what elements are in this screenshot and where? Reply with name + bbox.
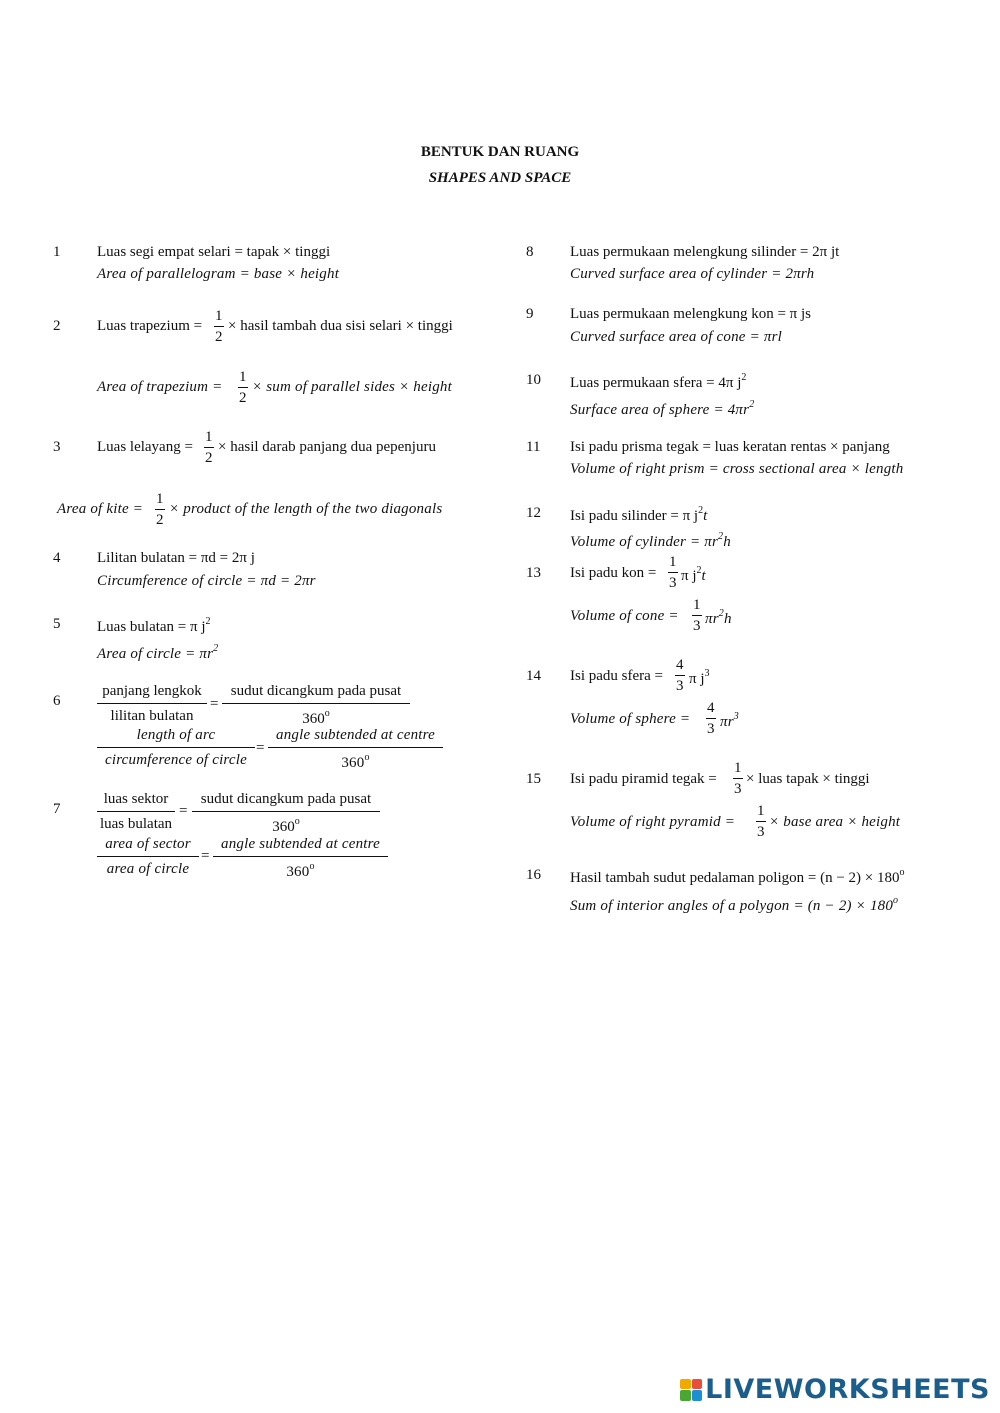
formula-english-text (570, 400, 754, 418)
formula-body: Isi padu silinder = π j (570, 508, 699, 524)
exponent: 2 (718, 608, 724, 619)
numerator: 1 (669, 554, 677, 570)
exponent: 3 (704, 668, 710, 679)
brand-name: LIVEWORKSHEETS (705, 1374, 990, 1405)
numerator: 1 (693, 597, 701, 613)
formula-malay-text: Luas permukaan melengkung kon = π js (570, 306, 811, 322)
formula-number: 14 (526, 668, 541, 684)
formula-english-text: Area of trapezium = (97, 379, 223, 395)
formula-number: 8 (526, 244, 534, 260)
denominator: 2 (204, 447, 214, 466)
page-title: BENTUK DAN RUANG (420, 144, 580, 160)
denominator: area of circle (97, 856, 199, 877)
formula-malay-text: Lilitan bulatan = πd = 2π j (97, 550, 255, 566)
formula-english-text (705, 609, 732, 627)
degree-sign: o (294, 816, 300, 827)
fraction (213, 837, 388, 880)
degree-value: 360 (286, 864, 310, 880)
denominator: 3 (733, 778, 743, 797)
degree-sign: o (893, 895, 899, 906)
fraction (214, 309, 224, 345)
formula-body: πr (720, 714, 734, 730)
formula-english-text: Curved surface area of cylinder = 2πrh (570, 266, 815, 282)
formula-number: 6 (53, 693, 61, 709)
formula-english-text (97, 644, 218, 662)
formula-tail: h (723, 534, 731, 550)
formula-tail: t (703, 508, 708, 524)
formula-body: Surface area of sphere = 4πr (570, 402, 750, 418)
denominator: 2 (238, 387, 248, 406)
numerator: sudut dicangkum pada pusat (200, 791, 372, 807)
formula-number: 5 (53, 616, 61, 632)
formula-english-text (720, 712, 739, 730)
fraction (238, 370, 248, 406)
formula-malay-text (689, 669, 710, 687)
fraction (268, 728, 443, 771)
degree-sign: o (899, 867, 905, 878)
exponent: 2 (749, 399, 755, 410)
numerator: 1 (239, 369, 247, 385)
logo-icon (680, 1379, 702, 1401)
exponent: 2 (205, 616, 211, 627)
formula-english-text: Volume of right pyramid = (570, 814, 736, 830)
fraction (706, 701, 716, 737)
equals-sign: = (256, 740, 265, 756)
denominator (222, 703, 410, 727)
formula-malay-text: × luas tapak × tinggi (746, 771, 870, 787)
numerator: angle subtended at centre (221, 836, 380, 852)
fraction (692, 598, 702, 634)
denominator: 3 (756, 821, 766, 840)
formula-malay-text (681, 566, 706, 584)
exponent: 2 (718, 531, 724, 542)
formula-english-text: Circumference of circle = πd = 2πr (97, 573, 316, 589)
numerator: panjang lengkok (102, 683, 202, 699)
fraction (204, 430, 214, 466)
formula-malay-text (570, 868, 905, 886)
numerator: 1 (205, 429, 213, 445)
formula-body: Volume of cylinder = πr (570, 534, 719, 550)
denominator: 3 (692, 615, 702, 634)
exponent: 2 (213, 643, 219, 654)
denominator (192, 811, 380, 835)
degree-value: 360 (302, 711, 325, 727)
formula-body: π j (689, 671, 705, 687)
formula-number: 11 (526, 439, 541, 455)
fraction (222, 684, 410, 727)
formula-malay-text: Luas lelayang = (97, 439, 193, 455)
formula-number: 3 (53, 439, 61, 455)
formula-number: 1 (53, 244, 61, 260)
numerator: 1 (757, 803, 765, 819)
formula-number: 13 (526, 565, 541, 581)
denominator: 2 (155, 509, 165, 528)
formula-malay-text (570, 373, 746, 391)
formula-number: 9 (526, 306, 534, 322)
degree-value: 360 (341, 755, 365, 771)
denominator (213, 856, 388, 880)
fraction (756, 804, 766, 840)
numerator: angle subtended at centre (276, 727, 435, 743)
formula-number: 7 (53, 801, 61, 817)
formula-number: 4 (53, 550, 61, 566)
degree-sign: o (364, 752, 370, 763)
formula-number: 10 (526, 372, 541, 388)
formula-malay-text: Luas trapezium = (97, 318, 203, 334)
formula-malay-text: Luas segi empat selari = tapak × tinggi (97, 244, 331, 260)
numerator: 4 (707, 700, 715, 716)
formula-number: 12 (526, 505, 541, 521)
fraction (668, 555, 678, 591)
formula-tail: t (701, 568, 706, 584)
formula-body: πr (705, 611, 719, 627)
formula-malay-text: Isi padu piramid tegak = (570, 771, 717, 787)
denominator: circumference of circle (97, 747, 255, 768)
numerator: 1 (215, 308, 223, 324)
liveworksheets-logo[interactable] (680, 1374, 990, 1405)
formula-body: Luas bulatan = π j (97, 619, 206, 635)
formula-english-text (570, 532, 731, 550)
denominator (268, 747, 443, 771)
formula-english-text: Volume of right prism = cross sectional area × length (570, 461, 904, 477)
numerator: 1 (734, 760, 742, 776)
formula-number: 2 (53, 318, 61, 334)
formula-english-text: Area of kite = (57, 501, 144, 517)
formula-english-text: × base area × height (769, 814, 901, 830)
formula-malay-text (570, 506, 707, 524)
formula-malay-text (97, 617, 211, 635)
fraction (675, 658, 685, 694)
denominator: 2 (214, 326, 224, 345)
numerator: 1 (156, 491, 164, 507)
denominator: 3 (706, 718, 716, 737)
numerator: 4 (676, 657, 684, 673)
exponent: 3 (733, 711, 739, 722)
formula-english-text (570, 896, 898, 914)
fraction (97, 792, 175, 832)
formula-english-text: Area of parallelogram = base × height (97, 266, 340, 282)
numerator: luas sektor (103, 791, 169, 807)
fraction (97, 684, 207, 724)
formula-malay-text: × hasil darab panjang dua pepenjuru (218, 439, 436, 455)
denominator: 3 (668, 572, 678, 591)
denominator: lilitan bulatan (97, 703, 207, 724)
formula-english-text: Volume of cone = (570, 608, 679, 624)
fraction (97, 837, 199, 877)
degree-value: 360 (272, 819, 295, 835)
fraction (155, 492, 165, 528)
denominator: luas bulatan (97, 811, 175, 832)
formula-number: 15 (526, 771, 541, 787)
formula-number: 16 (526, 867, 541, 883)
formula-english-text: Volume of sphere = (570, 711, 691, 727)
formula-english-text: × sum of parallel sides × height (252, 379, 452, 395)
formula-body: Sum of interior angles of a polygon = (n − 2) × 180 (570, 898, 894, 914)
exponent: 2 (698, 505, 704, 516)
exponent: 2 (741, 372, 747, 383)
formula-body: Luas permukaan sfera = 4π j (570, 375, 742, 391)
equals-sign: = (210, 696, 219, 712)
fraction (97, 728, 255, 768)
formula-body: Hasil tambah sudut pedalaman poligon = (n − 2) × 180 (570, 870, 900, 886)
fraction (192, 792, 380, 835)
formula-malay-text: × hasil tambah dua sisi selari × tinggi (228, 318, 453, 334)
formula-english-text: × product of the length of the two diagonals (169, 501, 443, 517)
equals-sign: = (201, 848, 210, 864)
formula-body: Area of circle = πr (97, 646, 214, 662)
formula-malay-text: Isi padu kon = (570, 565, 657, 581)
denominator: 3 (675, 675, 685, 694)
equals-sign: = (179, 803, 188, 819)
formula-tail: h (723, 611, 732, 627)
formula-malay-text: Isi padu sfera = (570, 668, 664, 684)
degree-sign: o (324, 708, 330, 719)
numerator: area of sector (105, 836, 191, 852)
formula-english-text: Curved surface area of cone = πrl (570, 329, 782, 345)
fraction (733, 761, 743, 797)
numerator: length of arc (136, 727, 216, 743)
degree-sign: o (309, 861, 315, 872)
formula-malay-text: Isi padu prisma tegak = luas keratan rentas × panjang (570, 439, 890, 455)
numerator: sudut dicangkum pada pusat (230, 683, 402, 699)
page-subtitle: SHAPES AND SPACE (428, 170, 572, 186)
formula-body: π j (681, 568, 697, 584)
exponent: 2 (696, 565, 702, 576)
formula-malay-text: Luas permukaan melengkung silinder = 2π jt (570, 244, 840, 260)
